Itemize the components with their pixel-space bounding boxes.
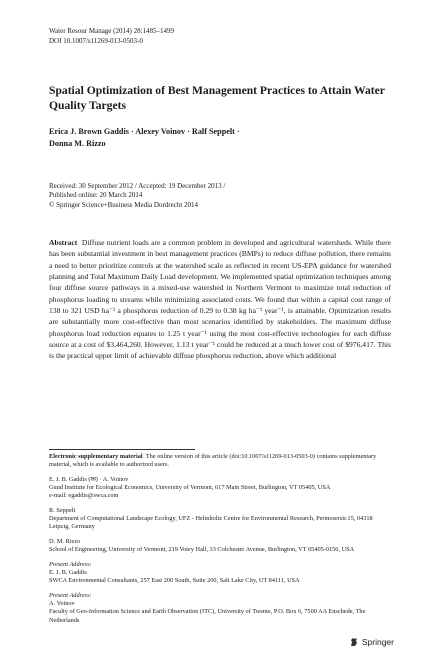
footnotes	[49, 453, 394, 631]
journal-doi: DOI 10.1007/s11269-013-0503-0	[49, 37, 143, 45]
present-address-1-label: Present Address:	[49, 560, 92, 568]
affiliation-3-address: School of Engineering, University of Vermont, 219 Votey Hall, 33 Colchester Avenue, Burlington, VT 05405-0156, USA	[49, 546, 355, 554]
publisher-logo	[349, 637, 394, 647]
affiliation-1	[49, 476, 394, 501]
published-online: Published online: 20 March 2014	[49, 191, 143, 200]
received-accepted: Received: 30 September 2012 / Accepted: 19 December 2013 /	[49, 182, 226, 190]
affiliation-3-name: D. M. Rizzo	[49, 537, 81, 545]
esm-text: The online version of this article (doi:10.1007/s11269-013-0503-0) contains supplementary material, which is available to authorized users.	[49, 453, 377, 469]
springer-horse-icon	[349, 637, 359, 647]
article-title: Spatial Optimization of Best Management Practices to Attain Water Quality Targets	[49, 84, 385, 112]
copyright-notice: © Springer Science+Business Media Dordrecht 2014	[49, 200, 199, 209]
present-address-2	[49, 592, 394, 625]
journal-header	[49, 26, 174, 46]
present-address-2-label: Present Address:	[49, 591, 92, 599]
affiliation-2-address: Department of Computational Landscape Ecology, UFZ - Helmholtz Centre for Environmental Research, Permoserstr.15, 04318 Leipzig, Germany	[49, 515, 373, 531]
authors-line-2: Donna M. Rizzo	[49, 139, 106, 148]
present-address-1-text: SWCA Environmental Consultants, 257 East 200 South, Suite 200, Salt Lake City, UT 84111, USA	[49, 577, 300, 585]
present-address-2-name: A. Voinov	[49, 600, 75, 608]
affiliation-2-name: R. Seppelt	[49, 506, 76, 514]
present-address-1-name: E. J. B. Gaddis	[49, 569, 87, 577]
abstract	[49, 237, 391, 362]
present-address-1	[49, 561, 394, 586]
abstract-text: Diffuse nutrient loads are a common problem in developed and agricultural watersheds. While there has been substantial investment in best management practices (BMPs) to reduce diffuse pollution, there remains a need to better prioritize controls at the watershed scale as reflected in recent US-EPA guidance for watershed planning and Total Maximum Daily Load development. We implemented spatial optimization techniques among four diffuse source pathways in a mixed-use watershed in Northern Vermont to maximize total reduction of phosphorus loading to streams while minimizing associated costs. We found that within a capital cost range of 138 to 321 USD ha⁻¹ a phosphorus reduction of 0.29 to 0.38 kg ha⁻¹ year⁻¹, is attainable. Optimization results are substantially more cost-effective than most scenarios identified by stakeholders. The maximum diffuse phosphorus load reduction equates to 1.25 t year⁻¹ using the most cost-effective technologies for each diffuse source at a cost of $3,464,260. However, 1.13 t year⁻¹ could be reduced at a much lower cost of $976,417. This is the practical upper limit of achievable diffuse phosphorus reduction, above which additional	[49, 238, 392, 361]
affiliation-1-email: e-mail: egaddis@swca.com	[49, 492, 119, 500]
footnote-rule	[49, 449, 195, 450]
journal-citation: Water Resour Manage (2014) 28:1485–1499	[49, 27, 175, 35]
affiliation-1-address: Gund Institute for Ecological Economics, University of Vermont, 617 Main Street, Burlington, VT 05405, USA	[49, 484, 331, 492]
affiliation-2	[49, 507, 394, 532]
authors-line-1: Erica J. Brown Gaddis · Alexey Voinov · Ralf Seppelt ·	[49, 127, 240, 136]
abstract-heading: Abstract	[49, 238, 78, 247]
esm-note	[49, 453, 394, 470]
affiliation-1-names: E. J. B. Gaddis (✉) · A. Voinov	[49, 475, 129, 483]
publication-dates	[49, 182, 389, 210]
present-address-2-text: Faculty of Geo-Information Science and Earth Observation (ITC), University of Twente, P.O. Box 6, 7500 AA Enschede, The Netherlands	[49, 608, 366, 624]
affiliation-3	[49, 538, 394, 555]
esm-label: Electronic supplementary material	[49, 453, 143, 460]
publisher-name: Springer	[361, 637, 394, 647]
author-list	[49, 126, 389, 150]
